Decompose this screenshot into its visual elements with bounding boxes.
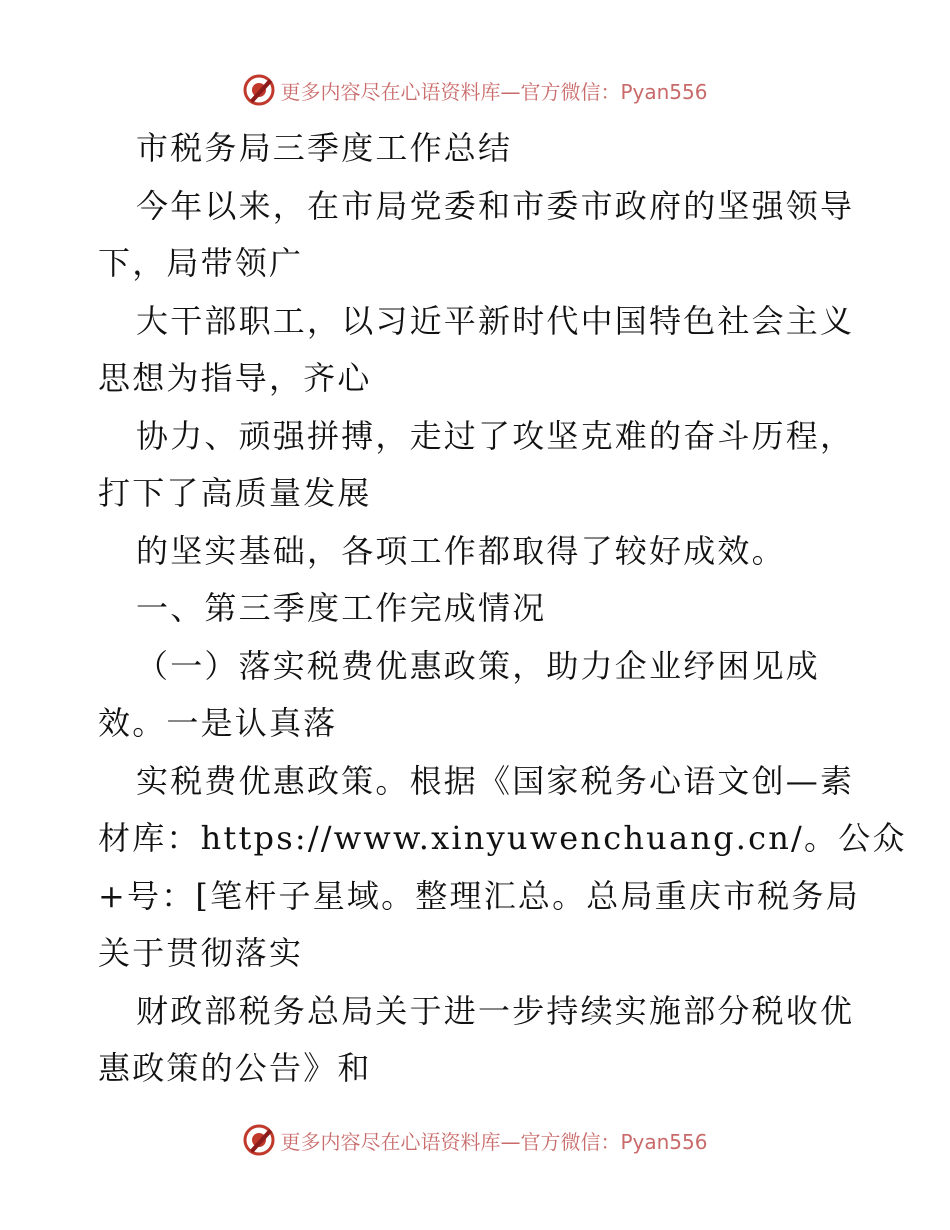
paragraph-line: 大干部职工，以习近平新时代中国特色社会主义 [136, 301, 855, 340]
paragraph-line: 今年以来，在市局党委和市委市政府的坚强领导 [136, 186, 855, 225]
paragraph-line: 效。一是认真落 [98, 704, 338, 742]
paragraph-line: 下，局带领广 [98, 244, 304, 282]
paragraph-line: 思想为指导，齐心 [98, 359, 372, 397]
subsection-heading: （一）落实税费优惠政策，助力企业纾困见成 [136, 646, 821, 685]
paragraph-line: 协力、顽强拼搏，走过了攻坚克难的奋斗历程， [136, 416, 855, 455]
watermark-text: 更多内容尽在心语资料库—官方微信：Pyan556 [280, 79, 708, 104]
paragraph-line: 的坚实基础，各项工作都取得了较好成效。 [136, 531, 786, 570]
paragraph-line: 实税费优惠政策。根据《国家税务心语文创—素 [136, 761, 855, 800]
paragraph-line: 关于贯彻落实 [98, 934, 304, 972]
document-body [98, 120, 907, 1098]
watermark-text: 更多内容尽在心语资料库—官方微信：Pyan556 [280, 1129, 708, 1154]
header-watermark [0, 70, 950, 110]
section-heading: 一、第三季度工作完成情况 [136, 589, 547, 627]
footer-watermark [0, 1120, 950, 1160]
paragraph-line: +号：[笔杆子星域。整理汇总。总局重庆市税务局 [98, 876, 860, 915]
paragraph-line: 财政部税务总局关于进一步持续实施部分税收优 [136, 991, 855, 1030]
paragraph-line: 材库：https://www.xinyuwenchuang.cn/。公众 [98, 819, 907, 857]
paragraph-line: 惠政策的公告》和 [98, 1049, 372, 1087]
pen-logo-icon [242, 73, 276, 107]
pen-logo-icon [242, 1123, 276, 1157]
paragraph-line: 打下了高质量发展 [98, 474, 372, 512]
document-title: 市税务局三季度工作总结 [136, 129, 513, 167]
